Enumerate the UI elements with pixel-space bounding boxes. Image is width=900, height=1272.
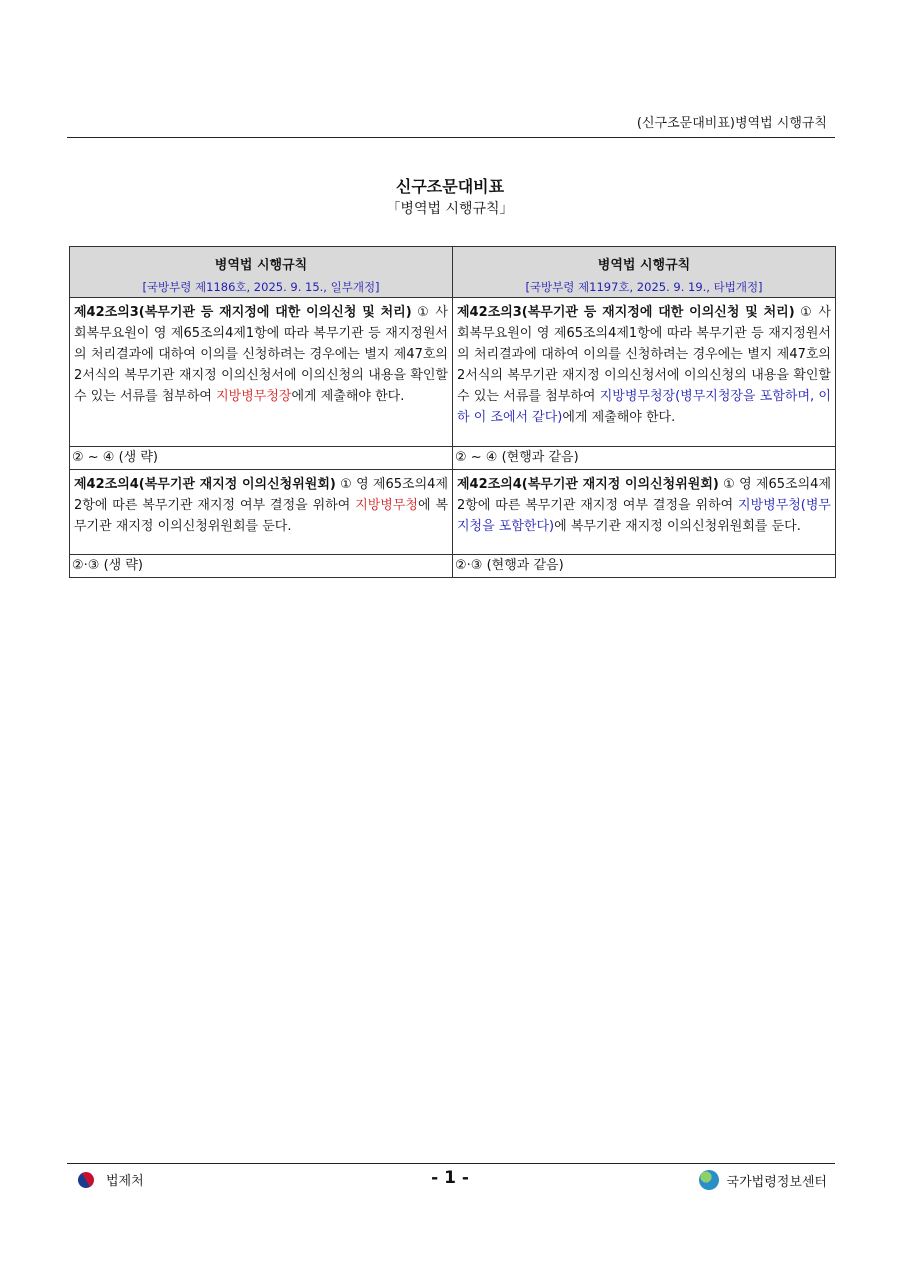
new-column-title: 병역법 시행규칙 — [597, 258, 691, 273]
article-title: 제42조의3(복무기관 등 재지정에 대한 이의신청 및 처리) — [457, 305, 795, 320]
table-header-row — [70, 247, 836, 298]
article-body-end: 에 복무기관 재지정 이의신청위원회를 둔다. — [74, 498, 449, 534]
article-body: ① 영 제65조의4제2항에 따른 복무기관 재지정 여부 결정을 위하여 — [74, 477, 449, 513]
deleted-text: 지방병무청장 — [216, 389, 292, 404]
new-column-header — [453, 247, 836, 298]
document-title: 신구조문대비표 — [395, 177, 505, 196]
header-divider — [67, 137, 835, 138]
article-body: ① 사회복무요원이 영 제65조의4제1항에 따라 복무기관 등 재지정원서의 처리결과에 대하여 이의를 신청하려는 경우에는 별지 제47호의2서식의 복무기관 재지정 이의신청서에 이의신청의 내용을 확인할 수 있는 서류를 첨부하여 — [457, 305, 831, 404]
footer-source — [699, 1170, 827, 1190]
article-text — [70, 470, 452, 554]
omitted-paragraphs: ② ~ ④ (생 략) — [70, 446, 452, 469]
running-header: (신구조문대비표)병역법 시행규칙 — [636, 116, 827, 131]
footer-divider — [67, 1163, 835, 1164]
added-text: 지방병무청장(병무지청장을 포함하며, 이하 이 조에서 같다) — [457, 389, 831, 425]
omitted-paragraphs: ②·③ (생 략) — [70, 554, 452, 577]
article-title: 제42조의4(복무기관 재지정 이의신청위원회) — [74, 477, 336, 492]
new-article-cell — [453, 298, 836, 470]
article-body-end: 에게 제출해야 한다. — [291, 389, 405, 404]
page-number: - 1 - — [431, 1168, 469, 1188]
new-article-cell — [453, 470, 836, 578]
article-text — [453, 298, 835, 446]
article-body-end: 에 복무기관 재지정 이의신청위원회를 둔다. — [554, 519, 801, 534]
old-column-title: 병역법 시행규칙 — [214, 258, 308, 273]
old-column-header — [70, 247, 453, 298]
publisher-name: 법제처 — [106, 1174, 144, 1189]
table-row — [70, 298, 836, 470]
omitted-paragraphs: ②·③ (현행과 같음) — [453, 554, 835, 577]
article-title: 제42조의4(복무기관 재지정 이의신청위원회) — [457, 477, 719, 492]
new-column-citation: [국방부령 제1197호, 2025. 9. 19., 타법개정] — [525, 280, 763, 294]
document-subtitle: 「병역법 시행규칙」 — [386, 201, 514, 217]
table-row — [70, 470, 836, 578]
added-text: 지방병무청(병무지청을 포함한다) — [457, 498, 831, 534]
source-name: 국가법령정보센터 — [726, 1174, 827, 1190]
old-article-cell — [70, 470, 453, 578]
omitted-paragraphs: ② ~ ④ (현행과 같음) — [453, 446, 835, 469]
article-body: ① 사회복무요원이 영 제65조의4제1항에 따라 복무기관 등 재지정원서의 처리결과에 대하여 이의를 신청하려는 경우에는 별지 제47호의2서식의 복무기관 재지정 이의신청서에 이의신청의 내용을 확인할 수 있는 서류를 첨부하여 — [74, 305, 448, 404]
article-body: ① 영 제65조의4제2항에 따른 복무기관 재지정 여부 결정을 위하여 — [457, 477, 832, 513]
old-column-citation: [국방부령 제1186호, 2025. 9. 15., 일부개정] — [142, 280, 380, 294]
article-text — [70, 298, 452, 446]
law-center-logo-icon — [699, 1170, 719, 1190]
old-article-cell — [70, 298, 453, 470]
article-body-end: 에게 제출해야 한다. — [562, 410, 676, 425]
comparison-table — [69, 246, 836, 578]
article-title: 제42조의3(복무기관 등 재지정에 대한 이의신청 및 처리) — [74, 305, 412, 320]
article-text — [453, 470, 835, 554]
deleted-text: 지방병무청 — [355, 498, 418, 513]
